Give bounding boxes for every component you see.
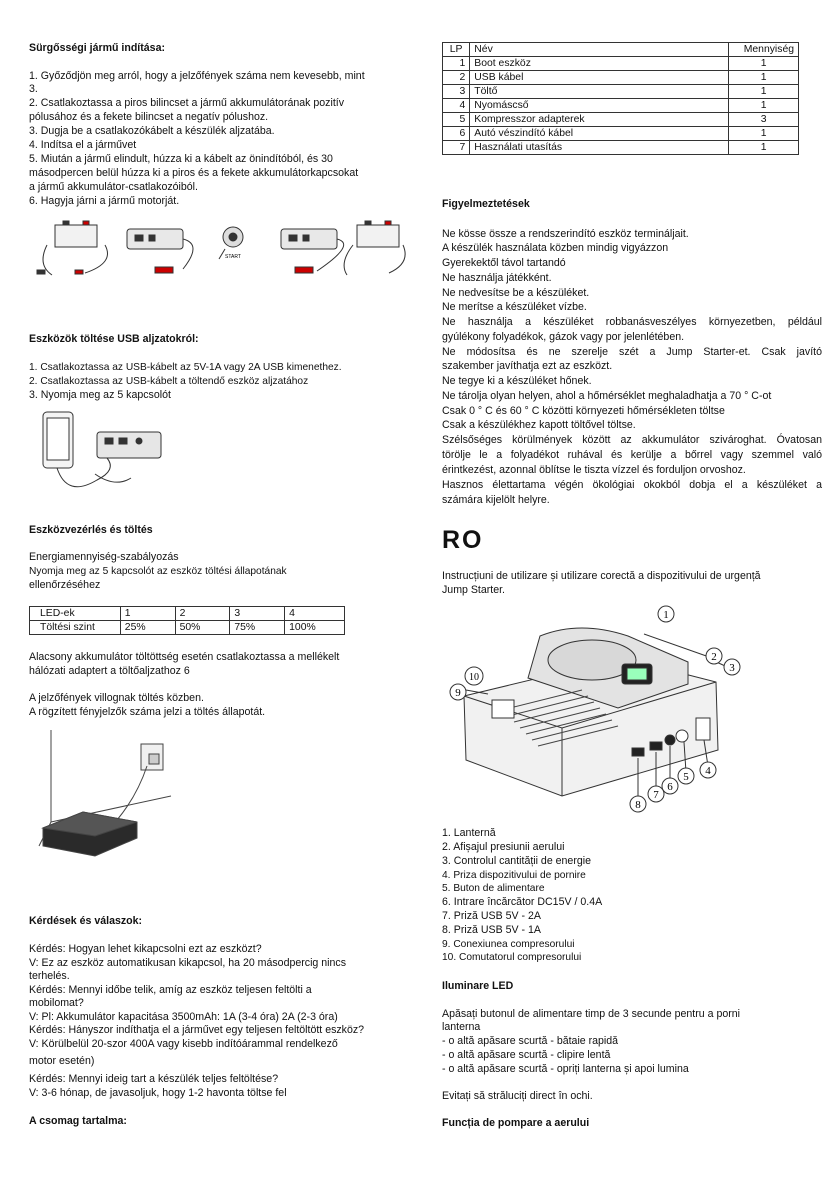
section-heading-package-contents: A csomag tartalma: xyxy=(29,1115,127,1127)
text-line: 2. Csatlakoztassa az USB-kábelt a töltendő eszköz aljzatához xyxy=(29,376,309,387)
table-cell: 1 xyxy=(729,141,799,155)
text-line: V: Körülbelül 20-szor 400A vagy kisebb indítóárammal rendelkező xyxy=(29,1038,338,1050)
table-cell: 4 xyxy=(443,99,470,113)
table-cell: Mennyiség xyxy=(729,43,799,57)
parts-list-item: 8. Priză USB 5V - 1A xyxy=(442,924,541,936)
table-cell: 1 xyxy=(729,57,799,71)
text-line: Hasznos élettartama végén ökológiai okokból dobja el a készüléket a xyxy=(442,479,822,491)
led-charge-table xyxy=(29,606,345,635)
table-cell: Autó vészindító kábel xyxy=(470,127,729,141)
text-line: - o altă apăsare scurtă - bătaie rapidă xyxy=(442,1035,619,1047)
table-cell: Használati utasítás xyxy=(470,141,729,155)
table-cell: LP xyxy=(443,43,470,57)
section-heading-led: Iluminare LED xyxy=(442,980,514,992)
table-row xyxy=(443,85,799,99)
text-line: érintkezést, azonnal öblítse le tiszta vízzel és forduljon orvoshoz. xyxy=(442,464,746,476)
text-line: 3. Nyomja meg az 5 kapcsolót xyxy=(29,389,171,401)
table-cell: 5 xyxy=(443,113,470,127)
table-cell: Nyomáscső xyxy=(470,99,729,113)
table-cell: Boot eszköz xyxy=(470,57,729,71)
text-line: 6. Hagyja járni a jármű motorját. xyxy=(29,195,180,207)
callout-2: 2 xyxy=(711,651,717,663)
text-line: terhelés. xyxy=(29,970,70,982)
text-line: 1. Csatlakoztassa az USB-kábelt az 5V-1A vagy 2A USB kimenethez. xyxy=(29,362,342,373)
text-line: A rögzített fényjelzők száma jelzi a töltés állapotát. xyxy=(29,706,266,718)
text-line: motor esetén) xyxy=(29,1055,95,1067)
callout-8: 8 xyxy=(635,799,641,811)
parts-list-item: 10. Comutatorul compresorului xyxy=(442,952,582,963)
table-cell: 1 xyxy=(729,127,799,141)
text-line: Ne tegye ki a készüléket hőnek. xyxy=(442,375,592,387)
section-heading-emergency-start: Sürgősségi jármű indítása: xyxy=(29,42,165,54)
text-line: Ne tárolja olyan helyen, ahol a hőmérséklet meghaladhatja a 70 ° C-ot xyxy=(442,390,772,402)
text-line: Energiamennyiség-szabályozás xyxy=(29,551,179,563)
text-line: Ne használja a készüléket robbanásveszélyes környezetben, például xyxy=(442,316,822,328)
callout-3: 3 xyxy=(729,662,735,674)
text-line: Ne nedvesítse be a készüléket. xyxy=(442,287,590,299)
text-line: Apăsați butonul de alimentare timp de 3 secunde pentru a porni xyxy=(442,1008,740,1020)
table-cell: Név xyxy=(470,43,729,57)
table-cell: 3 xyxy=(230,607,285,621)
table-cell: 75% xyxy=(230,621,285,635)
device-parts-diagram xyxy=(442,600,742,822)
table-row xyxy=(443,127,799,141)
text-line: A jelzőfények villognak töltés közben. xyxy=(29,692,204,704)
text-line: - o altă apăsare scurtă - opriți lanterna și apoi lumina xyxy=(442,1063,689,1075)
text-line: Ne módosítsa és ne szerelje szét a Jump Starter-et. Csak javító xyxy=(442,346,822,358)
parts-list-item: 4. Priza dispozitivului de pornire xyxy=(442,870,586,881)
text-line: törölje le a folyadékot ruhával és kerülje a bőrrel vagy szemmel való xyxy=(442,449,822,461)
section-heading-faq: Kérdések és válaszok: xyxy=(29,915,143,927)
text-line: Szélsőséges körülmények között az akkumulátor szivároghat. Óvatosan xyxy=(442,434,822,446)
callout-7: 7 xyxy=(653,789,659,801)
section-heading-usb-charging: Eszközök töltése USB aljzatokról: xyxy=(29,333,199,345)
usb-charging-illustration xyxy=(35,404,165,496)
table-row xyxy=(30,607,345,621)
table-cell: 1 xyxy=(120,607,175,621)
text-line: pólusához és a fekete bilincset a negatív pólushoz. xyxy=(29,111,269,123)
text-line: 4. Indítsa el a járművet xyxy=(29,139,137,151)
table-cell: 2 xyxy=(175,607,230,621)
text-line: lanterna xyxy=(442,1021,481,1033)
table-row xyxy=(30,621,345,635)
section-heading-air-pump: Funcția de pompare a aerului xyxy=(442,1117,590,1129)
text-line: Csak a készülékhez kapott töltővel töltse. xyxy=(442,419,636,431)
table-cell: 1 xyxy=(729,99,799,113)
table-cell: 4 xyxy=(285,607,345,621)
text-line: szakember javíthatja ezt az eszközt. xyxy=(442,360,613,372)
text-line: mobilomat? xyxy=(29,997,84,1009)
text-line: 2. Csatlakoztassa a piros bilincset a jármű akkumulátorának pozitív xyxy=(29,97,345,109)
text-line: Instrucțiuni de utilizare și utilizare corectă a dispozitivului de urgență xyxy=(442,570,761,582)
parts-list-item: 9. Conexiunea compresorului xyxy=(442,939,575,950)
table-cell: 25% xyxy=(120,621,175,635)
parts-list-item: 1. Lanternă xyxy=(442,827,496,839)
start-label: START xyxy=(225,254,241,260)
language-heading-ro: RO xyxy=(442,526,484,554)
text-line: gyúlékony folyadékok, gázok vagy por jelenlétében. xyxy=(442,331,685,343)
text-line: Nyomja meg az 5 kapcsolót az eszköz töltési állapotának xyxy=(29,566,287,577)
text-line: V: Ez az eszköz automatikusan kikapcsol, ha 20 másodpercig nincs xyxy=(29,957,346,969)
text-line: Kérdés: Hogyan lehet kikapcsolni ezt az eszközt? xyxy=(29,943,262,955)
text-line: Ne kösse össze a rendszerindító eszköz terminálјait. xyxy=(442,228,689,240)
text-line: Gyerekektől távol tartandó xyxy=(442,257,566,269)
table-cell: 50% xyxy=(175,621,230,635)
table-cell: 1 xyxy=(729,85,799,99)
parts-list-item: 2. Afișajul presiunii aerului xyxy=(442,841,565,853)
table-row xyxy=(443,113,799,127)
parts-list-item: 5. Buton de alimentare xyxy=(442,883,545,894)
table-cell: LED-ek xyxy=(30,607,121,621)
text-line: 3. Dugja be a csatlakozókábelt a készülék aljzatába. xyxy=(29,125,275,137)
parts-list-item: 6. Intrare încărcător DC15V / 0.4A xyxy=(442,896,603,908)
text-line: Ne merítse a készüléket vízbe. xyxy=(442,301,587,313)
table-cell: USB kábel xyxy=(470,71,729,85)
text-line: 5. Miután a jármű elindult, húzza ki a kábelt az önindítóból, és 30 xyxy=(29,153,333,165)
text-line: 1. Győződjön meg arról, hogy a jelzőfények száma nem kevesebb, mint xyxy=(29,70,365,82)
section-heading-warnings: Figyelmeztetések xyxy=(442,198,530,210)
callout-5: 5 xyxy=(683,771,689,783)
table-cell: Kompresszor adapterek xyxy=(470,113,729,127)
jump-start-steps-illustration xyxy=(35,215,415,285)
table-cell: 1 xyxy=(443,57,470,71)
text-line: másodpercen belül húzza ki a piros és a fekete akkumulátorkapcsokat xyxy=(29,167,359,179)
text-line: Kérdés: Hányszor indíthatja el a járművet egy teljesen feltöltött eszköz? xyxy=(29,1024,365,1036)
table-row xyxy=(443,57,799,71)
table-cell: 1 xyxy=(729,71,799,85)
table-cell: 3 xyxy=(729,113,799,127)
callout-1: 1 xyxy=(663,609,669,621)
table-cell: Töltő xyxy=(470,85,729,99)
text-line: Jump Starter. xyxy=(442,584,505,596)
text-line: Kérdés: Mennyi időbe telik, amíg az eszköz teljesen feltölti a xyxy=(29,984,312,996)
callout-4: 4 xyxy=(705,765,711,777)
callout-6: 6 xyxy=(667,781,673,793)
text-line: Alacsony akkumulátor töltöttség esetén csatlakoztassa a mellékelt xyxy=(29,651,340,663)
text-line: Ne használja játékként. xyxy=(442,272,552,284)
table-cell: 100% xyxy=(285,621,345,635)
table-row xyxy=(443,43,799,57)
text-line: Kérdés: Mennyi ideig tart a készülék teljes feltöltése? xyxy=(29,1073,279,1085)
text-line: számára kijelölt helyre. xyxy=(442,494,550,506)
table-row xyxy=(443,141,799,155)
text-line: ellenőrzéséhez xyxy=(29,579,101,591)
text-line: A készülék használata közben mindig vigyázzon xyxy=(442,242,669,254)
text-line: V: Pl: Akkumulátor kapacitása 3500mAh: 1A (3-4 óra) 2A (2-3 óra) xyxy=(29,1011,338,1023)
table-cell: 2 xyxy=(443,71,470,85)
parts-list-item: 7. Priză USB 5V - 2A xyxy=(442,910,541,922)
parts-list-item: 3. Controlul cantității de energie xyxy=(442,855,591,867)
text-line: Csak 0 ° C és 60 ° C közötti környezeti hőmérsékleten töltse xyxy=(442,405,725,417)
callout-9: 9 xyxy=(455,687,461,699)
table-cell: 6 xyxy=(443,127,470,141)
text-line: 3. xyxy=(29,83,38,95)
callout-10: 10 xyxy=(469,672,479,683)
text-line: hálózati adaptert a töltőaljzathoz 6 xyxy=(29,665,190,677)
text-line: - o altă apăsare scurtă - clipire lentă xyxy=(442,1049,611,1061)
text-line: V: 3-6 hónap, de javasoljuk, hogy 1-2 havonta töltse fel xyxy=(29,1087,287,1099)
package-contents-table xyxy=(442,42,799,155)
text-line: a jármű akkumulátor-csatlakozóiból. xyxy=(29,181,198,193)
wall-charging-illustration xyxy=(35,726,185,858)
table-cell: 7 xyxy=(443,141,470,155)
table-cell: Töltési szint xyxy=(30,621,121,635)
section-heading-device-control: Eszközvezérlés és töltés xyxy=(29,524,153,536)
table-cell: 3 xyxy=(443,85,470,99)
text-line: Evitați să străluciți direct în ochi. xyxy=(442,1090,593,1102)
table-row xyxy=(443,71,799,85)
table-row xyxy=(443,99,799,113)
